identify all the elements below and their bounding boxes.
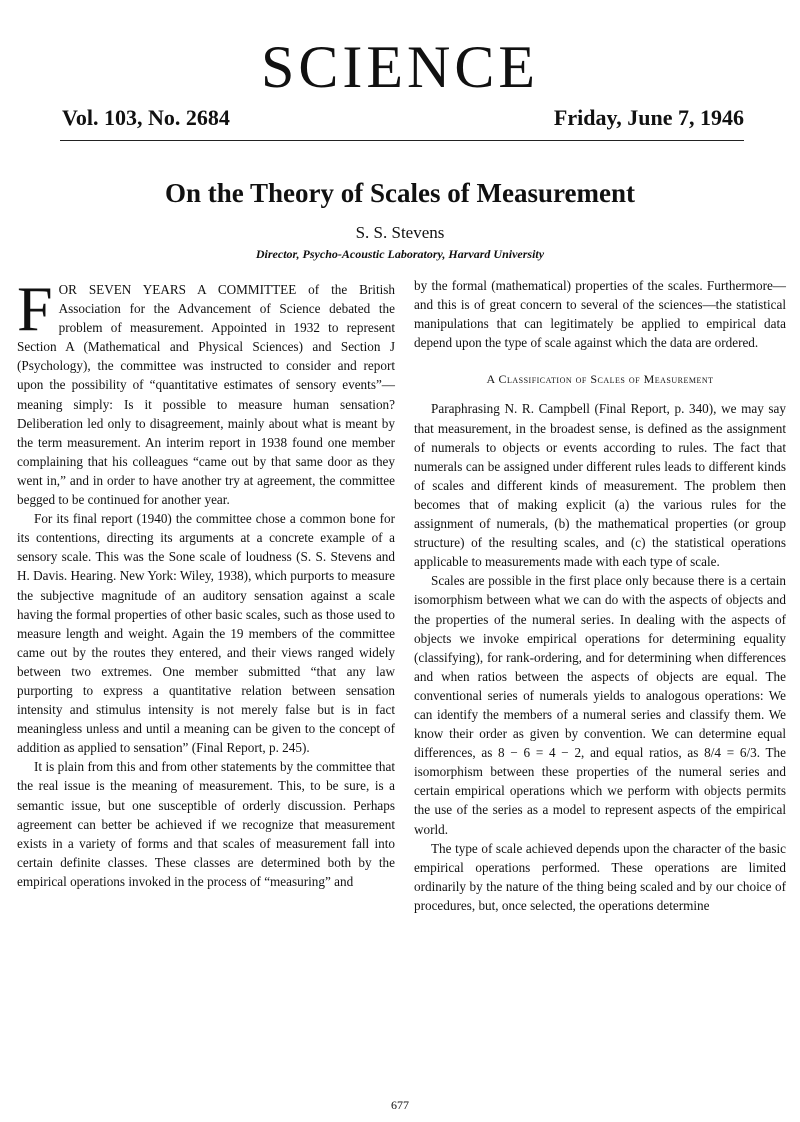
section-heading: A Classification of Scales of Measurement <box>486 372 714 387</box>
paragraph-isomorphism: Scales are possible in the first place only because there is a certain isomorphism between what we can do with the aspects of objects and the properties of the numeral series. In dealing with the aspects of objects we invoke empirical operations for determining equality (classifying), for rank-ordering, and for determining when differences and when ratios between the aspects of objects are equal. The conventional series of numerals yields to analogous operations: We can identify the members of a numeral series and classify them. We know their order as given by convention. We can determine equal differences, as 8 − 6 = 4 − 2, and equal ratios, as 8/4 = 6/3. The isomorphism between these properties of the numeral series and certain empirical operations which we perform with objects permits the use of the series as a model to represent aspects of the empirical world. <box>414 573 786 837</box>
header-divider <box>60 140 744 141</box>
paragraph-intro-text: OR SEVEN YEARS A COMMITTEE of the British Association for the Advancement of Science debated the problem of measurement. Appointed in 1932 to represent Section A (Mathematical and Physical Sciences) and Section J (Psychology), the committee was instructed to consider and report upon the possibility of “quantitative estimates of sensory events”—meaning simply: Is it possible to measure human sensation? Deliberation led only to disagreement, mainly about what is meant by the term measurement. An interim report in 1938 found one member complaining that his colleagues “came out by that same door as they went in,” and in order to have another try at agreement, the committee begged to be continued for another year. <box>17 282 395 508</box>
journal-masthead: SCIENCE <box>260 34 540 100</box>
article-author: S. S. Stevens <box>355 223 445 242</box>
drop-cap: F <box>17 273 53 344</box>
paragraph-final-report: For its final report (1940) the committee chose a common bone for its contentions, directing its arguments at a concrete example of a sensory scale. This was the Sone scale of loudness (S. S. Stevens and H. Davis. Hearing. New York: Wiley, 1938), which purports to measure the subjective magnitude of an auditory sensation against a scale having the formal properties of other basic scales, such as those used to measure length and weight. Again the 19 members of the committee came out by the routes they entered, and their views ranged widely between two extremes. One member submitted “that any law purporting to express a quantitative relation between sensation intensity and stimulus intensity is not merely false but is in fact meaningless unless and until a meaning can be given to the concept of addition as applied to sensation” (Final Report, p. 245). <box>17 511 395 756</box>
page-number: 677 <box>391 1098 409 1112</box>
right-column <box>414 276 786 915</box>
paragraph-continued: by the formal (mathematical) properties of the scales. Furthermore—and this is of great concern to several of the sciences—the statistical manipulations that can legitimately be applied to empirical data depend upon the type of scale against which the data are ordered. <box>414 278 786 351</box>
article-title: On the Theory of Scales of Measurement <box>165 178 635 208</box>
paragraph-meaning: It is plain from this and from other statements by the committee that the real issue is the meaning of measurement. This, to be sure, is a semantic issue, but one susceptible of orderly discussion. Perhaps agreement can better be achieved if we recognize that measurement exists in a variety of forms and that scales of measurement fall into certain definite classes. These classes are determined both by the empirical operations invoked in the process of “measuring” and <box>17 759 395 889</box>
paragraph-intro <box>17 273 395 509</box>
paragraph-campbell: Paraphrasing N. R. Campbell (Final Report, p. 340), we may say that measurement, in the broadest sense, is defined as the assignment of numerals to objects or events according to rules. The fact that numerals can be assigned under different rules leads to different kinds of scales and different kinds of measurement. The problem then becomes that of making explicit (a) the various rules for the assignment of numerals, (b) the mathematical properties (or group structure) of the resulting scales, and (c) the statistical operations applicable to measurements made with each type of scale. <box>414 401 786 570</box>
volume-number: Vol. 103, No. 2684 <box>62 105 230 130</box>
issue-date: Friday, June 7, 1946 <box>553 105 744 130</box>
paragraph-scale-type: The type of scale achieved depends upon the character of the basic empirical operations performed. These operations are limited ordinarily by the nature of the thing being scaled and by our choice of procedures, but, once selected, the operations determine <box>414 840 786 913</box>
left-column <box>17 273 395 891</box>
author-affiliation: Director, Psycho-Acoustic Laboratory, Harvard University <box>255 247 545 261</box>
